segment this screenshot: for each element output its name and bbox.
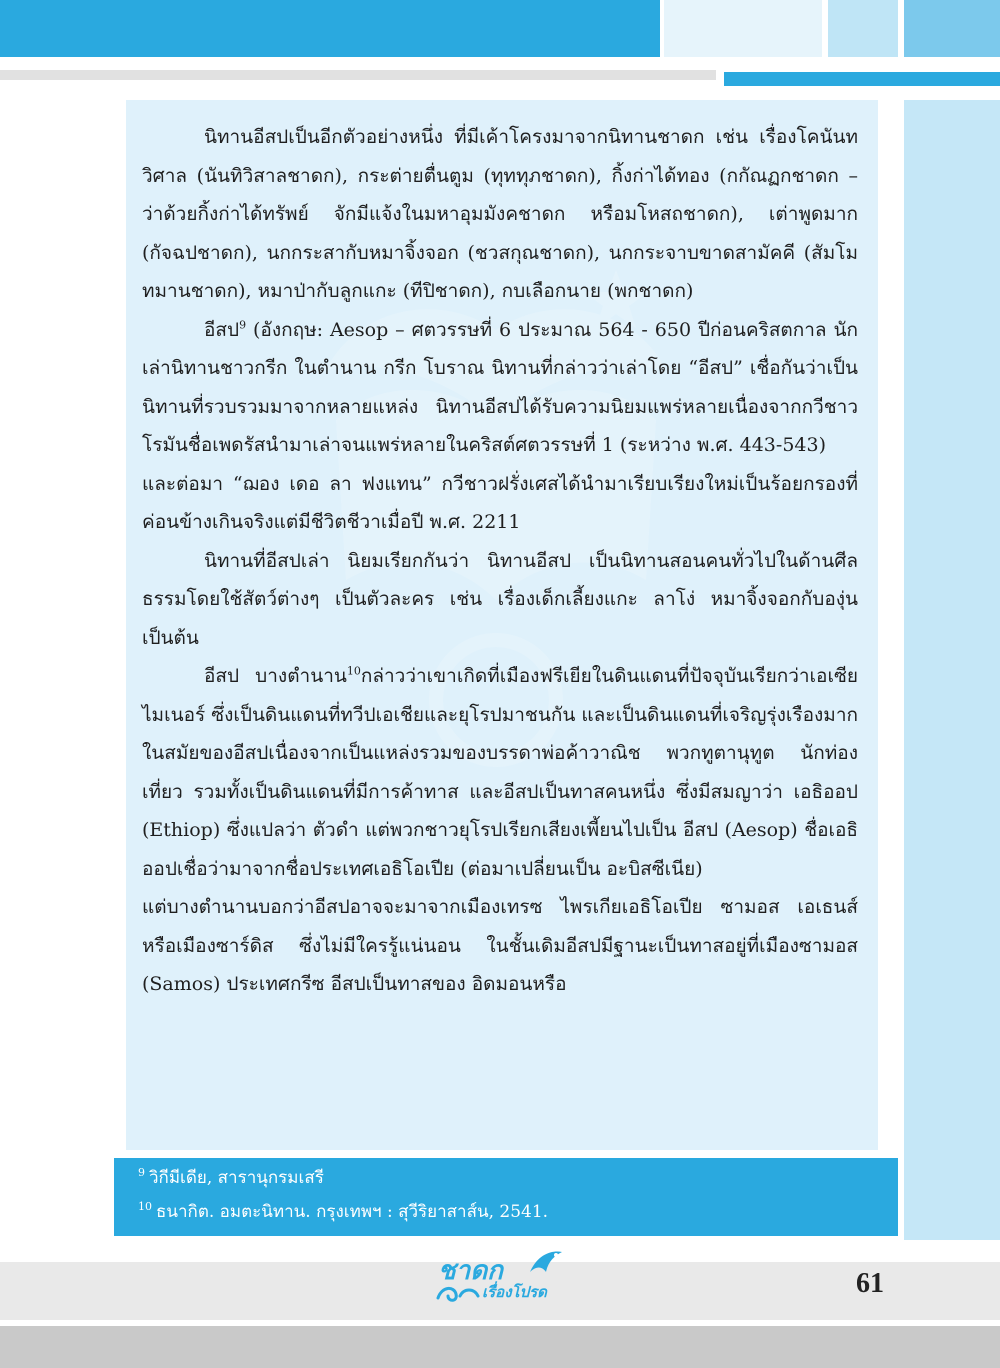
footnote-bar — [114, 1158, 898, 1236]
header-rule — [0, 70, 716, 80]
footnote-ref: 10 — [346, 664, 361, 678]
side-strip — [904, 100, 1000, 1240]
page-number: 61 — [856, 1268, 884, 1299]
paragraph — [142, 311, 858, 465]
paragraph-rest: กล่าวว่าเขาเกิดที่เมืองฟรีเยียในดินแดนที่ปัจจุบันเรียกว่าเอเซียไมเนอร์ ซึ่งเป็นดินแดนที่ทวีปเอเชียและยุโรปมาชนกัน และเป็นดินแดนที่เจริญรุ่งเรืองมากในสมัยของอีสปเนื่องจากเป็นแหล่งรวมของบรรดาพ่อค้าวาณิช พวกทูตานุทูต นักท่องเที่ยว รวมทั้งเป็นดินแดนที่มีการค้าทาส และอีสปเป็นทาสคนหนึ่ง ซึ่งมีสมญาว่า เอธิออป (Ethiop) ซึ่งแปลว่า ตัวดำ แต่พวกชาวยุโรปเรียกเสียงเพี้ยนไปเป็น อีสป (Aesop) ชื่อเอธิออปเชื่อว่ามาจากชื่อประเทศเอธิโอเปีย (ต่อมาเปลี่ยนเป็น อะบิสซีเนีย) — [142, 665, 858, 880]
footnote — [138, 1166, 324, 1190]
paragraph-start: อีสป — [204, 318, 240, 341]
logo-title: ชาดก — [438, 1256, 503, 1286]
footer-band — [0, 1326, 1000, 1368]
footnote-text: วิกีมีเดีย, สารานุกรมเสรี — [149, 1168, 324, 1188]
paragraph: นิทานอีสปเป็นอีกตัวอย่างหนึ่ง ที่มีเค้าโครงมาจากนิทานชาดก เช่น เรื่องโคนันทวิศาล (นันทิวิสาลชาดก), กระต่ายตื่นตูม (ทุททุภชาดก), กิ้งก่าได้ทอง (กกัณฏกชาดก – ว่าด้วยกิ้งก่าได้ทรัพย์ จักมีแจ้งในมหาอุมมังคชาดก หรือมโหสถชาดก), เต่าพูดมาก (กัจฉปชาดก), นกกระสากับหมาจิ้งจอก (ชวสกุณชาดก), นกกระจาบขาดสามัคคี (สัมโมทมานชาดก), หมาป่ากับลูกแกะ (ทีปิชาดก), กบเลือกนาย (พกชาดก) — [142, 126, 858, 302]
logo-subtitle: เรื่องโปรด — [482, 1283, 547, 1301]
body-text — [142, 118, 858, 1004]
footnote-ref: 9 — [239, 318, 247, 332]
paragraph-rest: (อังกฤษ: Aesop – ศตวรรษที่ 6 ประมาณ 564 - 650 ปีก่อนคริสตกาล นักเล่านิทานชาวกรีก ในตำนาน กรีก โบราณ นิทานที่กล่าวว่าเล่าโดย “อีสป” เชื่อกันว่าเป็นนิทานที่รวบรวมมาจากหลายแหล่ง นิทานอีสปได้รับความนิยมแพร่หลายเนื่องจากกวีชาวโรมันชื่อเพดรัสนำมาเล่าจนแพร่หลายในคริสต์ศตวรรษที่ 1 (ระหว่าง พ.ศ. 443-543) — [142, 318, 858, 456]
series-logo — [430, 1246, 570, 1310]
header-bar-segment — [828, 0, 898, 57]
footnote-text: ธนากิต. อมตะนิทาน. กรุงเทพฯ : สุวีริยาสาส์น, 2541. — [156, 1202, 549, 1222]
paragraph: แต่บางตำนานบอกว่าอีสปอาจจะมาจากเมืองเทรซ ไพรเกียเอธิโอเปีย ซามอส เอเธนส์ หรือเมืองซาร์ดิส ซึ่งไม่มีใครรู้แน่นอน ในชั้นเดิมอีสปมีฐานะเป็นทาสอยู่ที่เมืองซามอส (Samos) ประเทศกรีซ อีสปเป็นทาสของ อิดมอนหรือ — [142, 896, 858, 995]
header-bar — [0, 0, 660, 57]
paragraph-start: อีสป บางตำนาน — [204, 665, 347, 687]
header-bar-segment — [904, 0, 1000, 57]
header-rule-accent — [724, 72, 1000, 86]
content-panel — [126, 100, 878, 1150]
bird-icon — [526, 1246, 566, 1280]
footnote-number: 9 — [138, 1166, 145, 1180]
header-bar-segment — [664, 0, 822, 57]
footnote-number: 10 — [138, 1200, 152, 1214]
footnote — [138, 1200, 548, 1224]
paragraph — [142, 657, 858, 888]
swirl-ornament-icon — [434, 1282, 482, 1306]
paragraph: นิทานที่อีสปเล่า นิยมเรียกกันว่า นิทานอีสป เป็นนิทานสอนคนทั่วไปในด้านศีลธรรมโดยใช้สัตว์ต่างๆ เป็นตัวละคร เช่น เรื่องเด็กเลี้ยงแกะ ลาโง่ หมาจิ้งจอกกับองุ่น เป็นต้น — [142, 549, 858, 649]
paragraph: และต่อมา “ฌอง เดอ ลา ฟงแทน” กวีชาวฝรั่งเศสได้นำมาเรียบเรียงใหม่เป็นร้อยกรองที่ค่อนข้างเกินจริงแต่มีชีวิตชีวาเมื่อปี พ.ศ. 2211 — [142, 472, 858, 533]
